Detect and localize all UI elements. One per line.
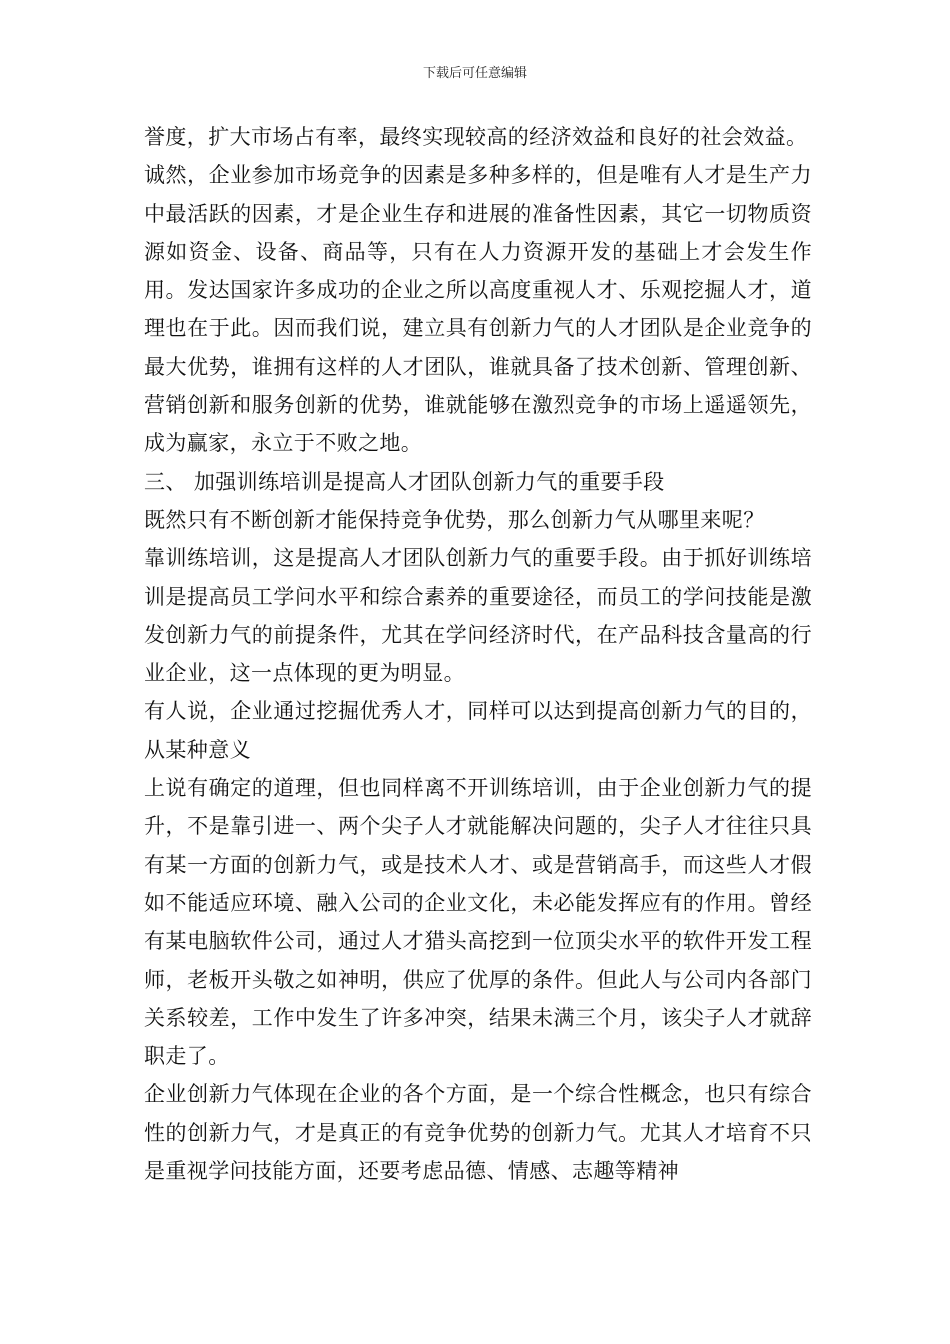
paragraph: 靠训练培训，这是提高人才团队创新力气的重要手段。由于抓好训练培训是提高员工学问水平和综合素养的重要途径，而员工的学问技能是激发创新力气的前提条件，尤其在学问经济时代，在产品科技含量高的行业企业，这一点体现的更为明显。	[144, 546, 812, 686]
page-header: 下载后可任意编辑	[422, 66, 527, 81]
paragraph: 上说有确定的道理，但也同样离不开训练培训，由于企业创新力气的提升，不是靠引进一、两个尖子人才就能解决问题的，尖子人才往往只具有某一方面的创新力气，或是技术人才、或是营销高手，而这些人才假如不能适应环境、融入公司的企业文化，未必能发挥应有的作用。曾经有某电脑软件公司，通过人才猎头高挖到一位顶尖水平的软件开发工程师，老板开头敬之如神明，供应了优厚的条件。但此人与公司内各部门关系较差，工作中发生了许多冲突，结果未满三个月，该尖子人才就辞职走了。	[144, 776, 812, 1069]
paragraph: 既然只有不断创新才能保持竞争优势，那么创新力气从哪里来呢？	[144, 507, 765, 532]
paragraph: 诚然，企业参加市场竞争的因素是多种多样的，但是唯有人才是生产力中最活跃的因素，才是企业生存和进展的准备性因素，其它一切物质资源如资金、设备、商品等，只有在人力资源开发的基础上才会发生作用。发达国家许多成功的企业之所以高度重视人才、乐观挖掘人才，道理也在于此。因而我们说，建立具有创新力气的人才团队是企业竞争的最大优势，谁拥有这样的人才团队，谁就具备了技术创新、管理创新、营销创新和服务创新的优势，谁就能够在激烈竞争的市场上遥遥领先，成为赢家，永立于不败之地。	[144, 163, 812, 456]
paragraph: 誉度，扩大市场占有率，最终实现较高的经济效益和良好的社会效益。	[144, 125, 808, 149]
section-heading: 三、 加强训练培训是提高人才团队创新力气的重要手段	[144, 469, 665, 494]
paragraph: 企业创新力气体现在企业的各个方面，是一个综合性概念，也只有综合性的创新力气，才是真正的有竞争优势的创新力气。尤其人才培育不只是重视学问技能方面，还要考虑品德、情感、志趣等精神	[144, 1082, 812, 1184]
document-body	[144, 118, 812, 1190]
paragraph: 有人说，企业通过挖掘优秀人才，同样可以达到提高创新力气的目的，从某种意义	[144, 699, 812, 762]
